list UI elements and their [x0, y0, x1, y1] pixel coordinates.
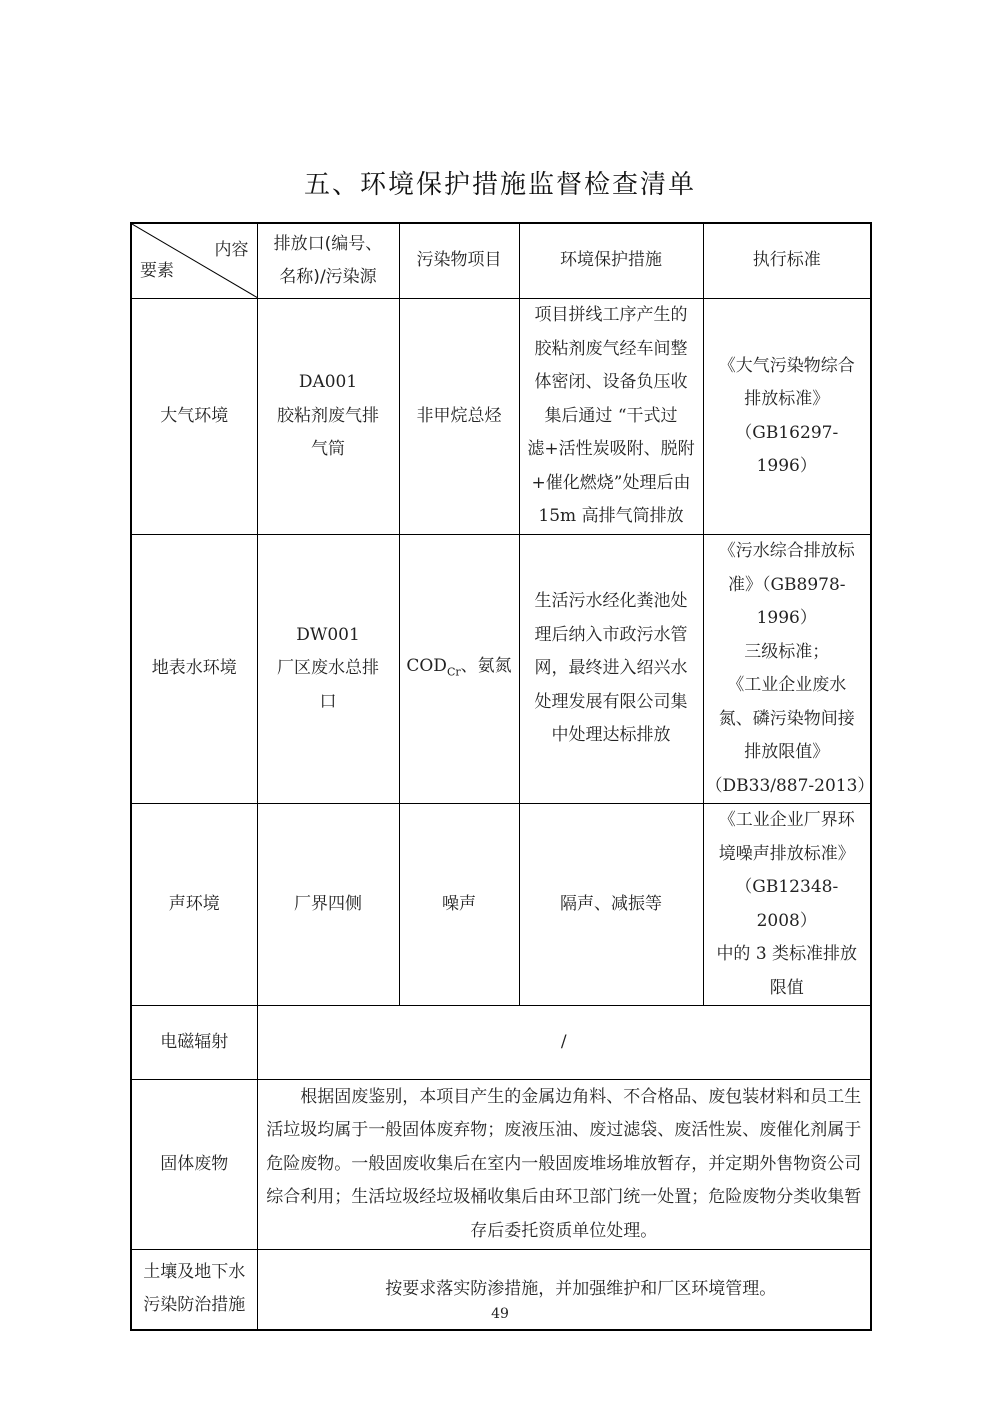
header-pollutant: 污染物项目 [399, 223, 519, 299]
pollutant-cod-subscript: Cr [446, 664, 461, 678]
outlet-water-line1: DW001 [296, 624, 360, 645]
standard-noise-line: 中的 3 类标准排放 [716, 944, 858, 964]
header-standard: 执行标准 [703, 223, 871, 299]
header-content-label: 内容 [214, 240, 249, 260]
measures-water-line: 生活污水经化粪池处 [534, 591, 688, 612]
standard-air-line: 排放标准》 [744, 389, 830, 409]
element-noise: 声环境 [131, 804, 257, 1006]
standard-noise-line: 境噪声排放标准》 [718, 843, 855, 864]
pollutant-water [399, 535, 519, 804]
element-solid: 固体废物 [131, 1080, 257, 1250]
table-row-solid [131, 1080, 871, 1250]
outlet-water [257, 535, 399, 804]
standard-water [703, 535, 875, 804]
measures-air-line: 滤+活性炭吸附、脱附 [527, 439, 695, 460]
element-water: 地表水环境 [131, 535, 257, 804]
measures-water-line: 处理发展有限公司集 [534, 691, 688, 712]
element-air: 大气环境 [131, 299, 257, 535]
standard-water-line: （DB33/887-2013） [705, 775, 875, 796]
measures-air-line: 体密闭、设备负压收 [534, 372, 688, 393]
content-solid-text: 根据固废鉴别，本项目产生的金属边角料、不合格品、废包装材料和员工生活垃圾均属于一般固体废弃物；废液压油、废过滤袋、废活性炭、废催化剂属于危险废物。一般固废收集后在室内一般固废堆场堆放暂存，并定期外售物资公司综合利用；生活垃圾经垃圾桶收集后由环卫部门统一处置；危险废物分类收集暂存后委托资质单位处理。 [266, 1086, 862, 1241]
table-row-air [131, 299, 871, 535]
table-row-noise [131, 804, 871, 1006]
standard-air [703, 299, 871, 535]
standard-water-line: 准》（GB8978-1996） [727, 574, 846, 628]
pollutant-cod: COD [406, 655, 447, 676]
measures-water-line: 中处理达标排放 [551, 725, 671, 746]
diagonal-header-cell [131, 223, 257, 299]
element-soil-line2: 污染防治措施 [143, 1295, 246, 1316]
element-soil-line1: 土壤及地下水 [143, 1261, 246, 1282]
outlet-water-line2: 厂区废水总排 [277, 658, 379, 679]
standard-air-line: （GB16297-1996） [735, 422, 839, 476]
measures-air-line: 项目拼线工序产生的 [534, 305, 688, 326]
outlet-air-line2: 胶粘剂废气排 [277, 405, 379, 426]
outlet-air-line3: 气筒 [311, 439, 345, 460]
table-row-em [131, 1006, 871, 1080]
measures-water-line: 理后纳入市政污水管 [534, 624, 688, 645]
content-em: / [257, 1006, 871, 1080]
measures-noise: 隔声、减振等 [519, 804, 703, 1006]
measures-air-line: 15m 高排气筒排放 [538, 506, 684, 527]
standard-noise [703, 804, 871, 1006]
header-outlet-line1: 排放口(编号、 [273, 233, 383, 254]
inspection-table [130, 222, 875, 1331]
outlet-air [257, 299, 399, 535]
standard-air-line: 《大气污染物综合 [718, 355, 855, 376]
standard-water-line: 《污水综合排放标 [718, 541, 855, 561]
measures-air-line: +催化燃烧”处理后由 [531, 472, 691, 493]
standard-noise-line: （GB12348-2008） [735, 877, 839, 931]
measures-water-line: 网，最终进入绍兴水 [534, 658, 688, 679]
standard-water-line: 三级标准； [744, 641, 830, 662]
table-row-water [131, 535, 871, 804]
page-number: 49 [491, 1306, 509, 1322]
standard-water-line: 《工业企业废水 [727, 675, 847, 695]
measures-air [519, 299, 703, 535]
element-em: 电磁辐射 [131, 1006, 257, 1080]
pollutant-noise: 噪声 [399, 804, 519, 1006]
header-row [131, 223, 871, 299]
page-title: 五、环境保护措施监督检查清单 [303, 170, 696, 200]
header-measures: 环境保护措施 [519, 223, 703, 299]
measures-water [519, 535, 703, 804]
header-outlet-line2: 名称)/污染源 [279, 267, 377, 287]
content-solid [257, 1080, 871, 1250]
header-outlet [257, 223, 399, 299]
standard-noise-line: 《工业企业厂界环 [718, 810, 855, 830]
header-element-label: 要素 [140, 260, 174, 281]
content-soil-text: 按要求落实防渗措施，并加强维护和厂区环境管理。 [385, 1278, 777, 1299]
standard-water-line: 排放限值》 [744, 742, 830, 762]
measures-air-line: 胶粘剂废气经车间整 [534, 338, 688, 359]
outlet-air-line1: DA001 [298, 372, 358, 393]
standard-water-line: 氮、磷污染物间接 [718, 708, 855, 729]
outlet-noise: 厂界四侧 [257, 804, 399, 1006]
measures-air-line: 集后通过 “干式过 [544, 405, 678, 426]
standard-noise-line: 限值 [769, 977, 804, 998]
pollutant-air: 非甲烷总烃 [399, 299, 519, 535]
pollutant-ammonia: 、氨氮 [460, 655, 512, 676]
outlet-water-line3: 口 [319, 691, 337, 712]
